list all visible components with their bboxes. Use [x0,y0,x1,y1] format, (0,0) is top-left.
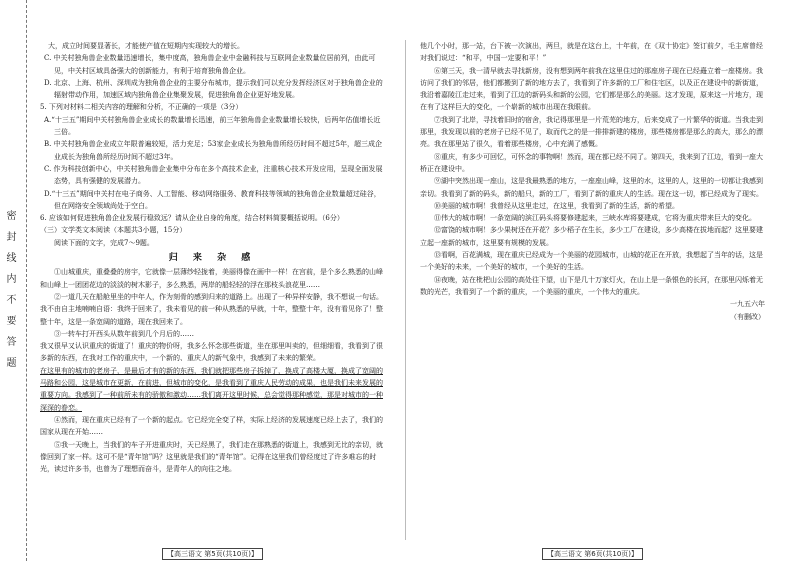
question-6-stem: 6. 应该如何促进独角兽企业发展行稳致远？请从企业自身的角度，结合材料简要概括说明。（6分） [40,214,344,223]
right-paragraph-14: ⑭夜晚，站在枇杷山公园的高处往下望，山下是几十万家灯火，在山上是一条银色的长河，在那里闪烁着无数的光芒，我看到了一个新的重庆，一个美丽的重庆，一个伟大的重庆。 [420,275,763,296]
article-title: 归 来 杂 感 [168,253,257,264]
left-page-footer [40,548,385,560]
right-paragraph-13: ⑬看啊，百花满城，现在重庆已经成为一个美丽的花园城市，山城的花正在开放，我想起了当年的话，这是一个美好的未来，一个美好的城市，一个美好的生活。 [420,251,763,272]
seal-line-warning: 密 封 线 内 不 要 答 题 [4,210,15,367]
section-3-heading: （三）文学类文本阅读（本题共3小题，15分） [40,226,187,235]
right-paragraph-11: ⑪伟大的城市啊！一条宽阔的滨江码头将要修建起来，三峡水库将要建成，它将为重庆带来巨大的变化。 [434,214,756,223]
paragraph-3-continued: 我又很早又认识重庆的街道了！重庆的物价呀，我多么怀念那些街道，坐在那里叫卖的，但细细看，我看到了很多新的东西，在我对工作的重庆中，一个新的、重庆人的新气象中，我感到了未来的繁荣。 [40,342,383,363]
right-page-footer [420,548,765,560]
right-paragraph-12: ⑫富饶的城市啊！多少果树还在开花？多少稻子在生长，多少工厂在建设，多少高楼在拔地而起？这里要建立起一座新的城市，这里要有规模的发展。 [420,226,763,247]
right-page-number: 【高三语文 第6页(共10页)】 [542,548,643,560]
right-page [420,40,765,540]
paragraph-3-underlined: 在这里有的城市的老房子，是最后才有的新的东西，我们就把那些房子拆掉了，换成了高楼大厦，换成了宽阔的马路和公园，这是城市在更新，在前进，但城市的变化，是我看到了重庆人民劳动的成果，也是我们未来发展的重要方向。我感到了一种前所未有的骄傲和激动……我们离开这里时候，总会觉得那种感觉，那是对城市的一种深深的眷恋。 [40,366,383,412]
right-paragraph-0: 他几个小时，那一站，台下被一次演出，两旦，就是在这台上，十年前，在《双十协定》签订前夕，毛主席曾经对我们说过：“和平，中国一定要和平！” [420,42,763,63]
left-page-number: 【高三语文 第5页(共10页)】 [162,548,263,560]
right-paragraph-6: ⑥第三天，我一清早就去寻找新房，没有想到两年前我在这里住过的那座房子现在已经矗立着一座楼房。我访问了我们的邻居，他们都搬到了新的地方去了，我看到了许多新的工厂和住宅区，以及正在建设中的新街道，我沿着嘉陵江走过来，看到了江边的新码头和新的公园，它们都是那么的美丽。这才发现，原来这一片地方，现在有了这样巨大的变化，一个崭新的城市出现在我眼前。 [420,66,763,112]
right-paragraph-10: ⑩美丽的城市啊！我曾经从这里走过，在这里，我看到了新的生活，新的希望。 [434,201,679,210]
paragraph-4: ④然而，现在重庆已经有了一个新的起点。它已经完全变了样，实际上经济的发展速度已经上去了，我们的国家从现在开始…… [40,415,383,437]
option-d: D. 北京、上海、杭州、深圳成为独角兽企业的主要分布城市，提示我们可以充分发挥经济区对于独角兽企业的辐射带动作用，加速区域内独角兽企业集聚发展，促进独角兽企业更好地发展。 [44,78,383,100]
question-5-option-b: B. 中关村独角兽企业成立年限普遍较短，活力充足；53家企业成长为独角兽所经历时间不超过5年，超三成企业成长为独角兽所经历时间不超过3年。 [44,140,382,161]
article-note: （有删改） [730,312,765,321]
question-5-stem: 5. 下列对材料二相关内容的理解和分析，不正确的一项是（3分） [40,103,243,112]
paragraph-1: ①山城重庆，重叠叠的房宇，它就像一层薄纱轻拢着，美丽得像在画中一样！在宫前，是个多么熟悉的山峰和山峰上一团团花边的淡淡的树木影子，多么熟悉，两岸的船轻轻的浮在那枝头浪花里…… [40,268,383,289]
right-paragraph-7: ⑦我到了北岸，寻找着旧时的宿舍，我记得那里是一片荒芜的地方，后来变成了一片繁华的街道。当我走到那里，我发现以前的老房子已经不见了，取而代之的是一排排新建的楼房，那些楼房都是那么的高大，那么的漂亮。我在那里站了很久，看着那些楼房，心中充满了感慨。 [420,115,763,149]
binding-strip [0,0,27,561]
left-page [40,40,385,540]
question-5-option-d: D.“十三五”期间中关村在电子商务、人工智能、移动网络服务、教育科技等领域的独角兽企业数量超过硅谷，但在网络安全领域尚处于空白。 [44,189,381,210]
reading-instruction: 阅读下面的文字，完成7～9题。 [54,238,154,247]
question-5-option-c: C. 作为科技创新中心，中关村独角兽企业集中分布在多个高技术企业，注重核心技术开发应用，呈现全面发展态势，具有强健的发展潜力。 [44,164,383,186]
paragraph-5: ⑤我一天晚上，当我们的车子开进重庆时，天已经黑了，我们走在那熟悉的街道上，我感到无比的亲切，就像回到了家一样。这可不是“青年馆”吗？这里就是我们的“青年馆”。记得在这里我们曾经度过了许多难忘的时光，读过许多书，也曾为了理想而奋斗，是青年人的向往之地。 [40,440,383,474]
right-paragraph-8: ⑧重庆，有多少可回忆，可怀念的事物啊！然而，现在都已经不同了。第四天，我来到了江边，看到一座大桥正在建设中。 [420,152,763,173]
question-5-option-a: A.“十三五”期间中关村独角兽企业成长的数量增长迅速，前三年独角兽企业数量增长较快，后两年估值增长近三倍。 [44,115,381,137]
option-b-continued: 大，成立时间要显著长，才能使产值在短期内实现较大的增长。 [48,42,244,50]
paragraph-3: ③一转车打开西头从数年前到几个月后的…… [54,329,194,338]
article-date: 一九五六年 [730,300,765,309]
column-divider [405,40,406,540]
paragraph-2: ②一道几天在船舱里坐的中年人，作为刻骨的感到归来的道路上。出现了一种异样安静，我不想说一句话。我不由自主地喃喃自语：我终于回来了，我未看见的前一种从熟悉的早就，十年，整整十年，没有看见你了！整整十年，这是一条宽阔的道路，现在我回来了。 [40,292,383,326]
option-c: C. 中关村独角兽企业数量迅速增长，集中度高，独角兽企业中金融科技与互联网企业数量位居前列，由此可见，中关村区域具备强大的创新能力，有利于培育独角兽企业。 [44,54,376,75]
right-paragraph-9: ⑨湖中突然出现一座山，这是我最熟悉的地方，一座座山峰，这里的水，这里的人，这里的一切都让我感到亲切。我看到了新的码头，新的船只，新的工厂，看到了新的重庆人的生活。现在这一切，都已经成为了现实。 [420,177,763,198]
